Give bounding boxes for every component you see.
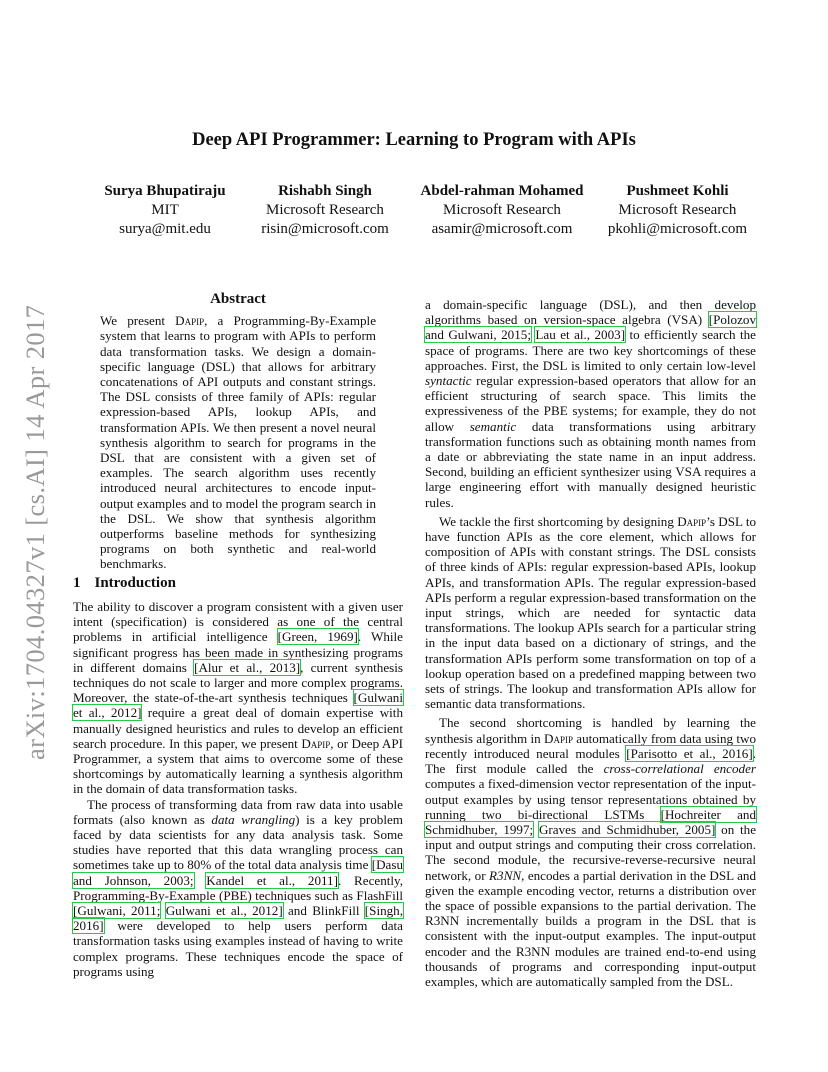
citation-link[interactable]: [Dasu and Johnson, 2003; (73, 857, 403, 888)
left-column-body (73, 599, 403, 979)
citation-link[interactable]: [Polozov and Gulwani, 2015; (425, 312, 756, 343)
author-1 (70, 182, 260, 239)
author-affiliation: MIT (151, 202, 179, 218)
citation-link[interactable]: [Gulwani et al., 2012] (73, 690, 403, 721)
author-email: asamir@microsoft.com (431, 221, 573, 237)
author-email: surya@mit.edu (119, 221, 211, 237)
paragraph: We tackle the first shortcoming by designing Dapip’s DSL to have function APIs as the core element, which allows for composition of APIs with constant strings. The DSL consists of three kinds of APIs: regular expression-based APIs, lookup APIs, and transformation APIs. The regular expression-based APIs perform a regular expression-based transformation on the input strings, which are needed for syntactic data transformations. The lookup APIs search for a particular string in the input data based on a dictionary of strings, and the transformation APIs perform some transformation on top of a lookup operation based on a predefined mapping between two sets of strings. The lookup and transformation APIs allow for semantic data transformations. (425, 513, 757, 712)
citation-link[interactable]: [Parisotto et al., 2016] (626, 745, 753, 761)
author-2 (250, 182, 400, 239)
paper-title: Deep API Programmer: Learning to Program with APIs (192, 130, 636, 150)
citation-link[interactable]: [Gulwani, 2011; (73, 903, 161, 919)
citation-link[interactable]: Gulwani et al., 2012] (165, 903, 283, 919)
citation-link[interactable]: Lau et al., 2003] (535, 327, 626, 343)
author-name: Abdel-rahman Mohamed (420, 183, 584, 199)
author-name: Surya Bhupatiraju (104, 183, 226, 199)
citation-link[interactable]: [Green, 1969] (277, 629, 358, 645)
author-name: Rishabh Singh (278, 183, 372, 199)
author-email: risin@microsoft.com (261, 221, 389, 237)
author-affiliation: Microsoft Research (443, 202, 561, 218)
citation-link[interactable]: [Hochreiter and Schmidhuber, 1997; (425, 806, 756, 837)
right-column-body (425, 297, 756, 989)
author-name: Pushmeet Kohli (626, 183, 729, 199)
paragraph: The ability to discover a program consistent with a given user intent (specification) is considered as one of the central problems in artificial intelligence [Green, 1969]. While significant progress has been made in synthesizing programs in different domains [Alur et al., 2013], current synthesis techniques do not scale to larger and more complex programs. Moreover, the state-of-the-art synthesis techniques [Gulwani et al., 2012] require a great deal of domain expertise with manually designed heuristics and rules to develop an efficient search procedure. In this paper, we present Dapip, or Deep API Programmer, a system that aims to overcome some of these shortcomings by automatically learning a synthesis algorithm in the domain of data transformation tasks. (73, 599, 403, 797)
author-affiliation: Microsoft Research (618, 202, 737, 218)
abstract-heading: Abstract (210, 291, 266, 307)
author-email: pkohli@microsoft.com (607, 221, 748, 237)
section-heading-introduction: 1 Introduction (73, 575, 176, 591)
paragraph: The second shortcoming is handled by learning the synthesis algorithm in Dapip automatically from data using two recently introduced neural modules [Parisotto et al., 2016]. The first module called the cross-correlational encoder computes a fixed-dimension vector representation of the input-output examples by using tensor representations obtained by running two bi-directional LSTMs [Hochreiter and Schmidhuber, 1997; Graves and Schmidhuber, 2005] on the input and output strings and computing their cross correlation. The second module, the recursive-reverse-recursive neural network, or R3NN, encodes a partial derivation in the DSL and given the example encoding vector, returns a distribution over the space of possible expansions to the partial derivation. The R3NN incrementally builds a program in the DSL that is consistent with the input-output examples. The input-output encoder and the R3NN modules are trained end-to-end using thousands of programs and corresponding input-output examples, which are automatically sampled from the DSL. (425, 715, 757, 989)
author-affiliation: Microsoft Research (266, 202, 384, 218)
author-3 (404, 182, 600, 239)
citation-link[interactable]: [Singh, 2016] (73, 903, 403, 934)
abstract (100, 292, 376, 572)
arxiv-stamp: arXiv:1704.04327v1 [cs.AI] 14 Apr 2017 (20, 304, 50, 760)
abstract-text: We present Dapip, a Programming-By-Example system that learns to program with APIs to perform data transformation tasks. We design a domain-specific language (DSL) that allows for arbitrary concatenations of API outputs and constant strings. The DSL consists of three family of APIs: regular expression-based APIs, lookup APIs, and transformation APIs. We then present a novel neural synthesis algorithm to search for programs in the DSL that are consistent with a given set of examples. The search algorithm uses recently introduced neural architectures to encode input-output examples and to model the program search in the DSL. We show that synthesis algorithm outperforms baseline methods for synthesizing programs on both synthetic and real-world benchmarks. (100, 313, 377, 572)
paragraph: The process of transforming data from raw data into usable formats (also known as data wrangling) is a key problem faced by data scientists for any data analysis task. Some studies have reported that this data wrangling process can sometimes take up to 80% of the total data analysis time [Dasu and Johnson, 2003; Kandel et al., 2011]. Recently, Programming-By-Example (PBE) techniques such as FlashFill [Gulwani, 2011; Gulwani et al., 2012] and BlinkFill [Singh, 2016] were developed to help users perform data transformation tasks using examples instead of having to write complex programs. These techniques encode the space of programs using (73, 796, 404, 979)
citation-link[interactable]: Kandel et al., 2011] (206, 872, 338, 888)
citation-link[interactable]: [Alur et al., 2013] (194, 659, 301, 675)
paragraph: a domain-specific language (DSL), and then develop algorithms based on version-space algebra (VSA) [Polozov and Gulwani, 2015; Lau et al., 2003] to efficiently search the space of programs. There are two key shortcomings of these approaches. First, the DSL is limited to only certain low-level syntactic regular expression-based operators that allow for an efficient structuring of search space. This limits the expressiveness of the PBE systems; for example, they do not allow semantic data transformations using arbitrary transformation functions such as obtaining month names from a date or abbreviating the state name in an input address. Second, building an efficient synthesizer using VSA requires a large engineering effort with manually designed heuristic rules. (425, 297, 757, 510)
citation-link[interactable]: Graves and Schmidhuber, 2005] (538, 821, 716, 837)
author-4 (595, 182, 760, 239)
